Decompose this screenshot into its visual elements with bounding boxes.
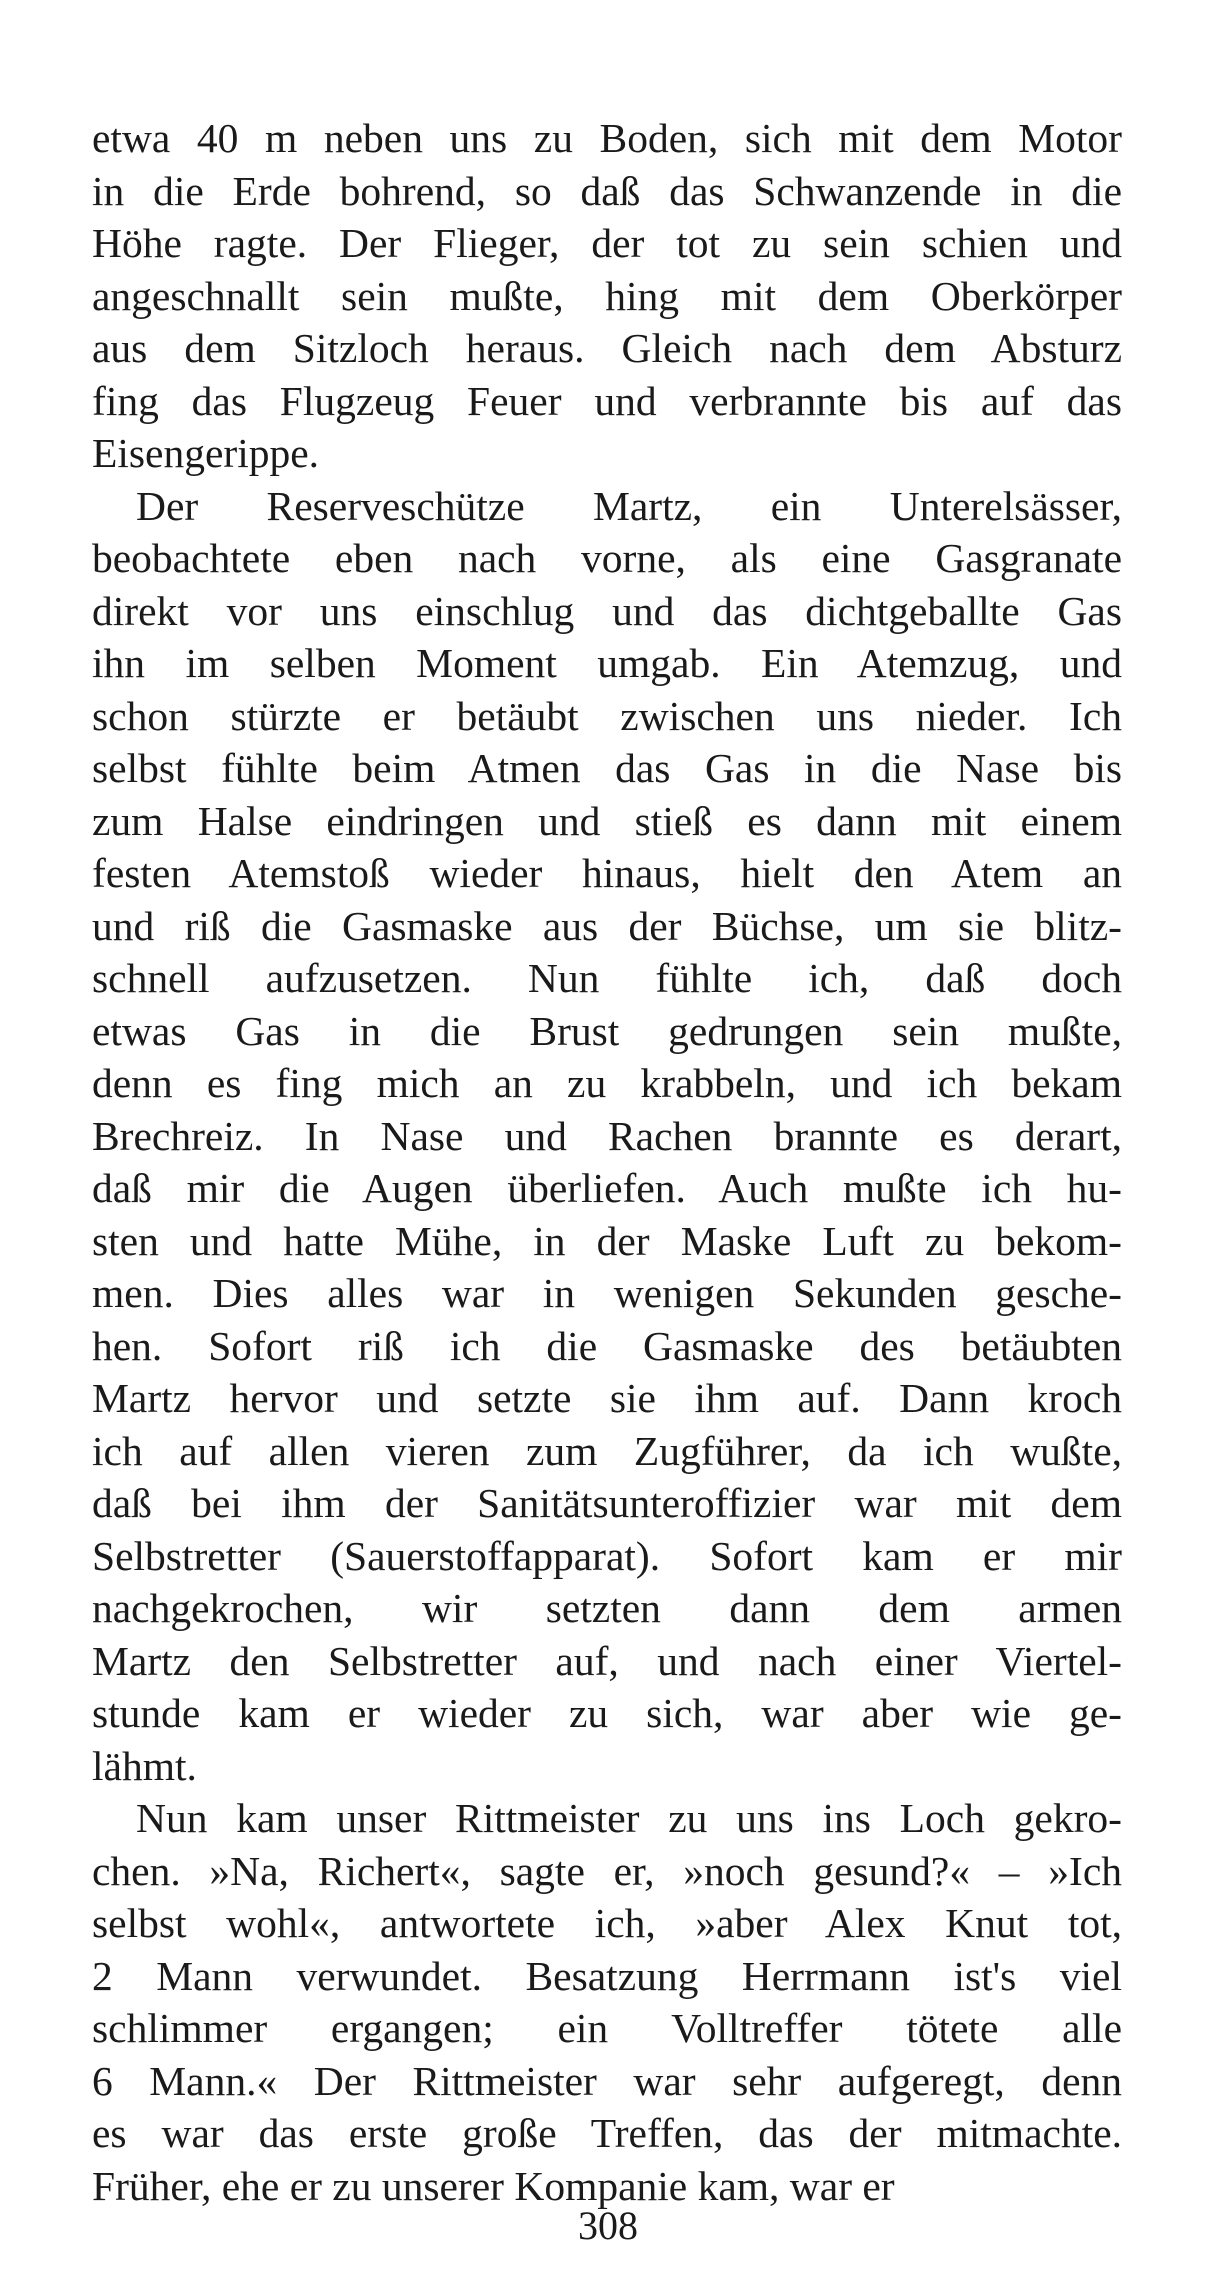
text-line: in die Erde bohrend, so daß das Schwanzende in die [92, 167, 1122, 214]
text-line: festen Atemstoß wieder hinaus, hielt den Atem an [92, 850, 1122, 896]
text-line: Früher, ehe er zu unserer Kompanie kam, war er [92, 2162, 895, 2209]
text-line: Martz den Selbstretter auf, und nach einer Viertel- [92, 1637, 1122, 1684]
text-line: 6 Mann.« Der Rittmeister war sehr aufgeregt, denn [92, 2057, 1122, 2104]
text-line: direkt vor uns einschlug und das dichtgeballte Gas [92, 587, 1122, 634]
paragraph [92, 112, 1122, 480]
text-line: schnell aufzusetzen. Nun fühlte ich, daß doch [92, 955, 1122, 1001]
text-line: Martz hervor und setzte sie ihm auf. Dann kroch [92, 1375, 1122, 1421]
text-line: angeschnallt sein mußte, hing mit dem Oberkörper [92, 272, 1122, 319]
text-line: ihn im selben Moment umgab. Ein Atemzug, und [92, 640, 1122, 686]
text-line: sten und hatte Mühe, in der Maske Luft zu bekom- [92, 1217, 1122, 1264]
paragraph [92, 480, 1122, 1793]
text-line: ich auf allen vieren zum Zugführer, da ich wußte, [92, 1427, 1122, 1474]
body-text [92, 112, 1122, 2212]
text-line: daß mir die Augen überliefen. Auch mußte ich hu- [92, 1165, 1122, 1211]
text-line: 2 Mann verwundet. Besatzung Herrmann ist's viel [92, 1952, 1122, 1999]
text-line: lähmt. [92, 1742, 197, 1789]
text-line: Eisengerippe. [92, 430, 320, 476]
text-line: nachgekrochen, wir setzten dann dem armen [92, 1585, 1122, 1631]
text-line: Der Reserveschütze Martz, ein Unterelsässer, [136, 482, 1122, 529]
text-line: chen. »Na, Richert«, sagte er, »noch gesund?« – »Ich [92, 1847, 1122, 1894]
text-line: Höhe ragte. Der Flieger, der tot zu sein schien und [92, 220, 1122, 266]
text-line: aus dem Sitzloch heraus. Gleich nach dem Absturz [92, 325, 1122, 371]
text-line: fing das Flugzeug Feuer und verbrannte bis auf das [92, 377, 1122, 424]
text-line: schon stürzte er betäubt zwischen uns nieder. Ich [92, 692, 1122, 739]
paragraph [92, 1792, 1122, 2212]
text-line: etwa 40 m neben uns zu Boden, sich mit dem Motor [92, 115, 1122, 161]
text-line: beobachtete eben nach vorne, als eine Gasgranate [92, 535, 1122, 581]
text-line: hen. Sofort riß ich die Gasmaske des betäubten [92, 1322, 1122, 1369]
text-line: selbst wohl«, antwortete ich, »aber Alex Knut tot, [92, 1900, 1122, 1946]
text-line: zum Halse eindringen und stieß es dann mit einem [92, 797, 1122, 844]
text-line: men. Dies alles war in wenigen Sekunden gesche- [92, 1270, 1122, 1316]
text-line: und riß die Gasmaske aus der Büchse, um sie blitz- [92, 902, 1122, 949]
text-line: daß bei ihm der Sanitätsunteroffizier war mit dem [92, 1480, 1122, 1526]
text-line: es war das erste große Treffen, das der mitmachte. [92, 2110, 1122, 2156]
text-line: selbst fühlte beim Atmen das Gas in die Nase bis [92, 745, 1122, 791]
text-line: Brechreiz. In Nase und Rachen brannte es derart, [92, 1112, 1122, 1159]
text-line: denn es fing mich an zu krabbeln, und ich bekam [92, 1060, 1122, 1106]
text-line: stunde kam er wieder zu sich, war aber wie ge- [92, 1690, 1122, 1736]
text-line: Selbstretter (Sauerstoffapparat). Sofort kam er mir [92, 1532, 1122, 1579]
text-line: etwas Gas in die Brust gedrungen sein mußte, [92, 1007, 1122, 1054]
text-line: schlimmer ergangen; ein Volltreffer tötete alle [92, 2005, 1122, 2051]
text-line: Nun kam unser Rittmeister zu uns ins Loch gekro- [136, 1795, 1122, 1841]
page-number: 308 [578, 2203, 638, 2248]
